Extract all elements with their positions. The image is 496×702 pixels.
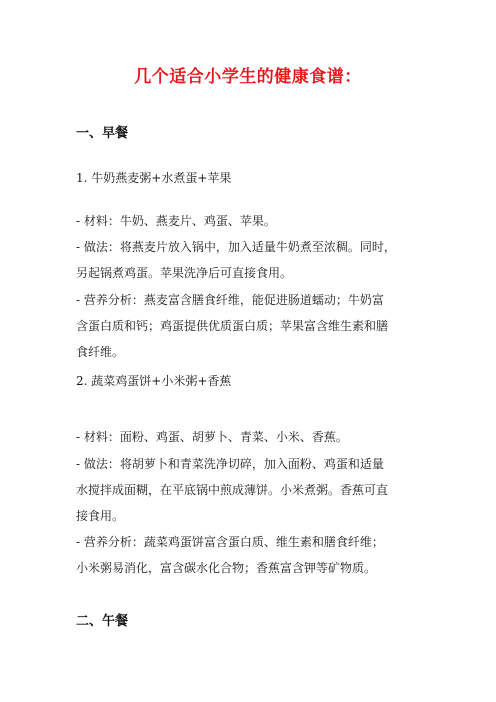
recipe-2-method-line-2: 水搅拌成面糊，在平底锅中煎成薄饼。小米煮粥。香蕉可直: [76, 483, 389, 497]
recipe-2-nutrition-line-1: - 营养分析：蔬菜鸡蛋饼富含蛋白质、维生素和膳食纤维；: [76, 535, 384, 549]
recipe-1-method-line-1: - 做法：将燕麦片放入锅中，加入适量牛奶煮至浓稠。同时，: [76, 240, 396, 254]
page-title: 几个适合小学生的健康食谱：: [134, 67, 362, 87]
recipe-1-method-line-2: 另起锅煮鸡蛋。苹果洗净后可直接食用。: [76, 266, 293, 280]
recipe-2-materials: - 材料：面粉、鸡蛋、胡萝卜、青菜、小米、香蕉。: [76, 430, 348, 444]
recipe-1-nutrition-line-1: - 营养分析：燕麦富含膳食纤维，能促进肠道蠕动；牛奶富: [76, 293, 384, 307]
section-heading-breakfast: 一、早餐: [76, 126, 129, 141]
recipe-2-method-line-3: 接食用。: [76, 509, 125, 523]
recipe-2-method-line-1: - 做法：将胡萝卜和青菜洗净切碎，加入面粉、鸡蛋和适量: [76, 457, 384, 471]
recipe-2-nutrition-line-2: 小米粥易消化，富含碳水化合物；香蕉富含钾等矿物质。: [76, 561, 377, 575]
recipe-title-1: 1. 牛奶燕麦粥+水煮蛋+苹果: [76, 171, 232, 185]
recipe-1-materials: - 材料：牛奶、燕麦片、鸡蛋、苹果。: [76, 214, 276, 228]
section-heading-lunch: 二、午餐: [76, 614, 129, 629]
recipe-1-nutrition-line-3: 食纤维。: [76, 345, 125, 359]
recipe-1-nutrition-line-2: 含蛋白质和钙；鸡蛋提供优质蛋白质；苹果富含维生素和膳: [76, 319, 389, 333]
recipe-title-2: 2. 蔬菜鸡蛋饼+小米粥+香蕉: [76, 374, 232, 388]
